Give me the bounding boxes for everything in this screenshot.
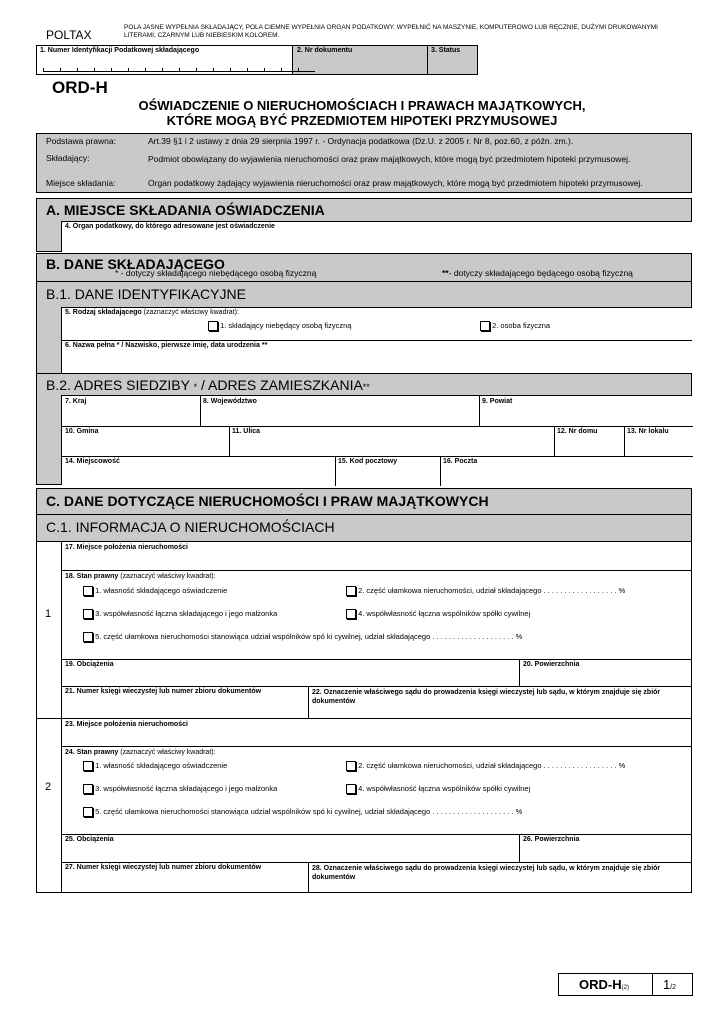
house-number-field[interactable]: 12. Nr domu [557, 428, 598, 435]
street-field[interactable]: 11. Ulica [232, 428, 261, 435]
form-code: ORD-H [52, 78, 108, 97]
checkbox[interactable] [346, 761, 356, 771]
state-opt1-label: 1. własność składającego oświadczenie [95, 761, 228, 770]
state-opt2-label: 2. część ułamkowa nieruchomości, udział składającego . . . . . . . . . . . . . . . . . . % [358, 586, 626, 595]
land-register-field[interactable]: 27. Numer księgi wieczystej lub numer zbioru dokumentów [65, 864, 262, 871]
checkbox[interactable] [208, 321, 218, 331]
state-opt3[interactable] [83, 609, 277, 619]
property-block-1 [37, 541, 691, 718]
filer-type-opt1[interactable] [208, 321, 351, 331]
legal-basis-box [36, 133, 692, 193]
encumbrances-field[interactable]: 25. Obciążenia [65, 836, 114, 843]
property-location-field[interactable]: 23. Miejsce położenia nieruchomości [65, 721, 188, 728]
state-opt3[interactable] [83, 784, 277, 794]
page-total: /2 [670, 984, 677, 991]
filer-type-label: 5. Rodzaj składającego [65, 309, 142, 316]
checkbox[interactable] [83, 586, 93, 596]
full-name-label: 6. Nazwa pełna * / Nazwisko, pierwsze imię, data urodzenia ** [65, 342, 268, 349]
doc-number-label: 2. Nr dokumentu [297, 47, 353, 54]
court-field[interactable]: 28. Oznaczenie właściwego sądu do prowadzenia księgi wieczystej lub sądu, w którym znajduje się zbiór dokumentów [312, 865, 661, 881]
checkbox[interactable] [83, 784, 93, 794]
section-b-title: B. DANE SKŁADAJĄCEGO [46, 256, 225, 272]
basis-label: Podstawa prawna: [46, 136, 116, 146]
basis-text: Art.39 §1 i 2 ustawy z dnia 29 sierpnia 1997 r. - Ordynacja podatkowa (Dz.U. z 2005 r. Nr 8, poz.60, z późn. zm.). [148, 136, 574, 146]
post-office-field[interactable]: 16. Poczta [443, 458, 478, 465]
b2-title: B.2. ADRES SIEDZIBY * / ADRES ZAMIESZKANIA** [46, 377, 370, 393]
country-field[interactable]: 7. Kraj [65, 398, 87, 405]
filer-type-opt1-label: 1. składający niebędący osobą fizyczną [220, 321, 352, 330]
note-star: ** [442, 268, 449, 278]
checkbox[interactable] [346, 586, 356, 596]
province-field[interactable]: 8. Województwo [203, 398, 257, 405]
state-opt2[interactable] [346, 586, 625, 596]
nip-label: 1. Numer Identyfikacji Podatkowej składającego [40, 47, 200, 54]
state-opt5-label: 5. część ułamkowa nieruchomości stanowiąca udział wspólników spó ki cywilnej, udział składającego . . . . . . . . . . . . . . . . . . . . % [95, 807, 523, 816]
section-a [36, 198, 692, 252]
city-field[interactable]: 14. Miejscowość [65, 458, 120, 465]
court-field[interactable]: 22. Oznaczenie właściwego sądu do prowadzenia księgi wieczystej lub sądu, w którym znajduje się zbiór dokumentów [312, 689, 661, 705]
checkbox[interactable] [83, 632, 93, 642]
state-opt4[interactable] [346, 609, 530, 619]
note-legal-entity: * - dotyczy składającego niebędącego osobą fizyczną [115, 268, 317, 278]
checkbox[interactable] [83, 609, 93, 619]
area-field[interactable]: 20. Powierzchnia [523, 661, 580, 668]
state-opt1-label: 1. własność składającego oświadczenie [95, 586, 228, 595]
form-title-line1: OŚWIADCZENIE O NIERUCHOMOŚCIACH I PRAWACH MAJĄTKOWYCH, [138, 98, 586, 113]
form-title-line2: KTÓRE MOGĄ BYĆ PRZEDMIOTEM HIPOTEKI PRZYMUSOWEJ [166, 113, 558, 128]
place-label: Miejsce składania: [46, 178, 116, 188]
filer-type-opt2[interactable] [480, 321, 550, 331]
legal-state-label: 24. Stan prawny [65, 749, 119, 756]
b1-title: B.1. DANE IDENTYFIKACYJNE [46, 286, 246, 302]
state-opt3-label: 3. współwłasność łączna składającego i jego małżonka [95, 609, 278, 618]
property-location-field[interactable]: 17. Miejsce położenia nieruchomości [65, 544, 188, 551]
state-opt4-label: 4. współwłasność łączna wspólników spółki cywilnej [358, 609, 531, 618]
note-natural-person: - dotyczy składającego będącego osobą fizyczną [448, 268, 633, 278]
filer-type-hint: (zaznaczyć właściwy kwadrat): [143, 309, 239, 316]
area-field[interactable]: 26. Powierzchnia [523, 836, 580, 843]
filer-type-opt2-label: 2. osoba fizyczna [492, 321, 551, 330]
legal-state-hint: (zaznaczyć właściwy kwadrat): [120, 749, 216, 756]
apartment-number-field[interactable]: 13. Nr lokalu [627, 428, 669, 435]
state-opt3-label: 3. współwłasność łączna składającego i jego małżonka [95, 784, 278, 793]
section-a-title: A. MIEJSCE SKŁADANIA OŚWIADCZENIA [46, 202, 325, 218]
tax-office-field[interactable] [61, 221, 692, 252]
block-number: 1 [45, 608, 52, 620]
county-field[interactable]: 9. Powiat [482, 398, 513, 405]
section-b [36, 253, 692, 485]
footer-code: ORD-H [579, 977, 622, 992]
section-c-title: C. DANE DOTYCZĄCE NIERUCHOMOŚCI I PRAW MAJĄTKOWYCH [46, 493, 489, 509]
state-opt2-label: 2. część ułamkowa nieruchomości, udział składającego . . . . . . . . . . . . . . . . . . % [358, 761, 626, 770]
state-opt4-label: 4. współwłasność łączna wspólników spółki cywilnej [358, 784, 531, 793]
state-opt5[interactable] [83, 807, 522, 817]
filer-type-field [61, 307, 692, 340]
state-opt1[interactable] [83, 586, 227, 596]
state-opt5[interactable] [83, 632, 522, 642]
checkbox[interactable] [346, 609, 356, 619]
state-opt5-label: 5. część ułamkowa nieruchomości stanowiąca udział wspólników spó ki cywilnej, udział składającego . . . . . . . . . . . . . . . . . . . . % [95, 632, 523, 641]
filer-text: Podmiot obowiązany do wyjawienia nieruchomości oraz praw majątkowych, które mogą być przedmiotem hipoteki przymusowej. [148, 154, 631, 164]
block-number: 2 [45, 781, 52, 793]
nip-field[interactable] [37, 46, 293, 74]
poltax-brand: POLTAX [46, 28, 92, 42]
nip-comb [43, 68, 315, 72]
place-text: Organ podatkowy żądający wyjawienia nieruchomości oraz praw majątkowych, które mogą być przedmiotem hipoteki przymusowej. [148, 178, 643, 188]
checkbox[interactable] [83, 807, 93, 817]
c1-title: C.1. INFORMACJA O NIERUCHOMOŚCIACH [46, 519, 335, 535]
checkbox[interactable] [346, 784, 356, 794]
address-grid [61, 395, 692, 485]
state-opt1[interactable] [83, 761, 227, 771]
checkbox[interactable] [480, 321, 490, 331]
tax-office-label: 4. Organ podatkowy, do którego adresowane jest oświadczenie [65, 223, 275, 230]
fill-instruction: POLA JASNE WYPEŁNIA SKŁADAJĄCY, POLA CIEMNE WYPEŁNIA ORGAN PODATKOWY. WYPEŁNIĆ NA MASZYNIE, KOMPUTEROWO LUB RĘCZNIE, DUŻYMI DRUKOWANYMI LITERAMI, CZARNYM LUB NIEBIESKIM KOLOREM. [124, 24, 658, 39]
section-c [36, 488, 692, 893]
status-label: 3. Status [431, 47, 461, 54]
legal-state-label: 18. Stan prawny [65, 573, 119, 580]
encumbrances-field[interactable]: 19. Obciążenia [65, 661, 114, 668]
legal-state-hint: (zaznaczyć właściwy kwadrat): [120, 573, 216, 580]
land-register-field[interactable]: 21. Numer księgi wieczystej lub numer zbioru dokumentów [65, 688, 262, 695]
postal-code-field[interactable]: 15. Kod pocztowy [338, 458, 398, 465]
state-opt4[interactable] [346, 784, 530, 794]
filer-label: Składający: [46, 153, 90, 163]
page-number: 1 [663, 977, 671, 992]
commune-field[interactable]: 10. Gmina [65, 428, 99, 435]
full-name-field[interactable] [61, 340, 692, 373]
footer-form-code [558, 973, 693, 996]
state-opt2[interactable] [346, 761, 625, 771]
footer-code-sub: (2) [621, 985, 629, 991]
checkbox[interactable] [83, 761, 93, 771]
property-block-2 [37, 718, 691, 892]
